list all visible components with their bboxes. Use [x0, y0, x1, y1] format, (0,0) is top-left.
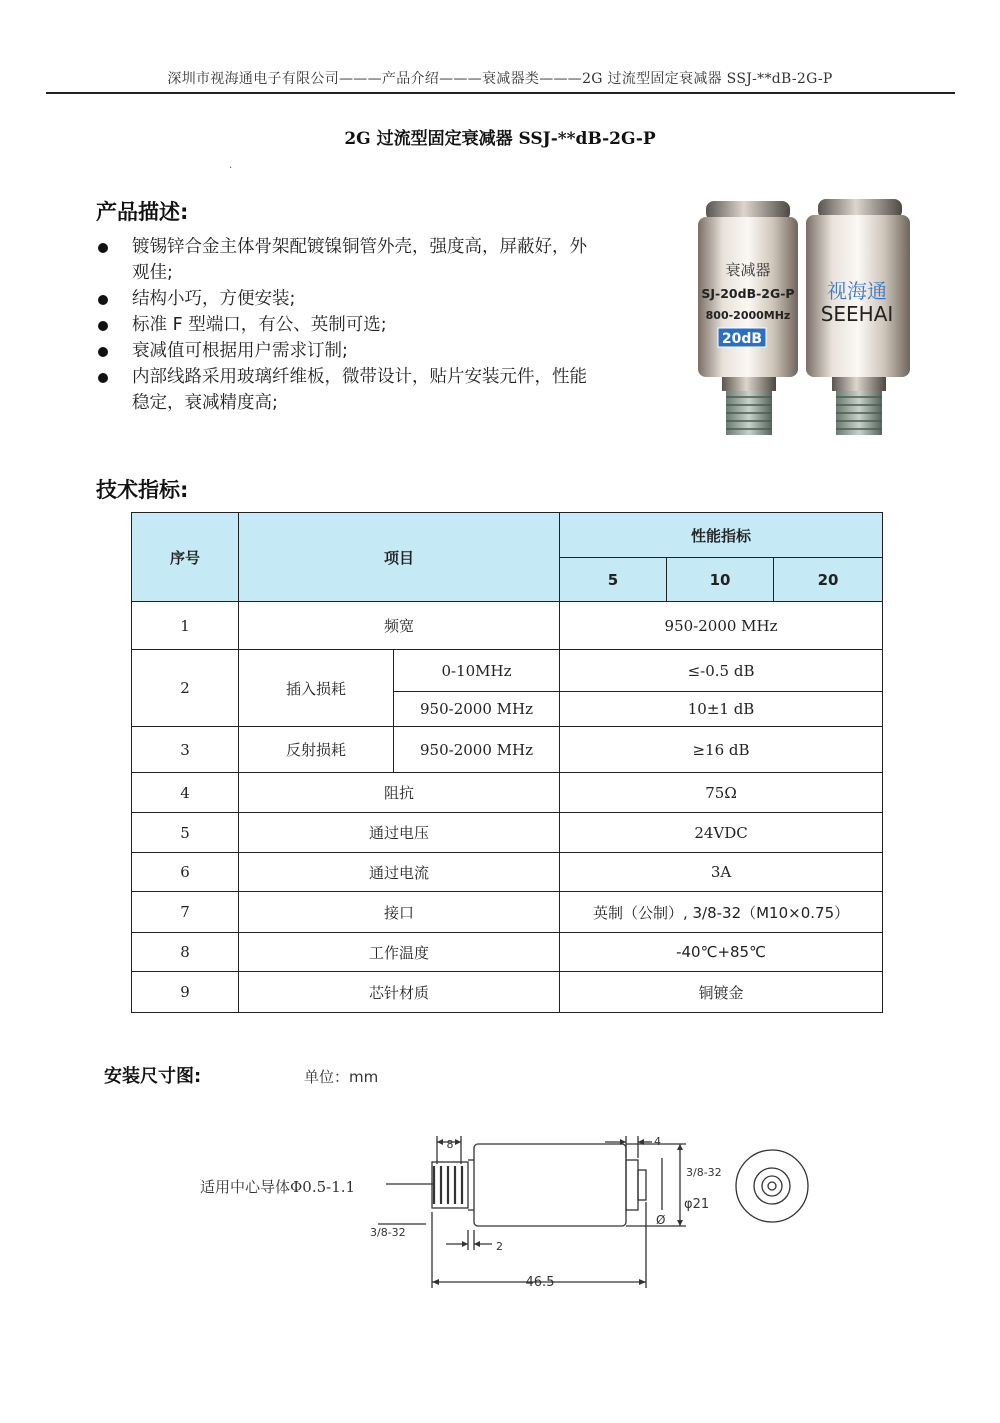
bullet-icon	[98, 243, 108, 253]
table-row: 4 阻抗 75Ω	[132, 773, 883, 813]
dim-phi-label: Ø	[656, 1213, 666, 1227]
header-divider	[46, 92, 955, 94]
table-row: 2 插入损耗 0-10MHz ≤-0.5 dB	[132, 650, 883, 692]
thread-left-label: 3/8-32	[370, 1226, 406, 1239]
description-item: 标准 F 型端口，有公、英制可选;	[96, 312, 666, 338]
col-header-performance: 性能指标	[560, 513, 883, 558]
col-header-no: 序号	[132, 513, 239, 602]
description-item: 结构小巧，方便安装;	[96, 286, 666, 312]
table-row: 950-2000 MHz 10±1 dB	[132, 692, 883, 727]
dim-length-label: 46.5	[525, 1275, 555, 1290]
photo-db: 20dB	[721, 331, 763, 347]
photo-brand-cn: 视海通	[827, 279, 887, 303]
description-heading: 产品描述:	[96, 200, 189, 224]
description-list	[96, 234, 666, 416]
thread-right-label: 3/8-32	[686, 1166, 722, 1179]
specs-heading: 技术指标:	[96, 478, 189, 502]
col-header-value: 10	[667, 558, 774, 602]
photo-label: 衰减器	[725, 261, 771, 279]
description-item: 镀锡锌合金主体骨架配镀镍铜管外壳，强度高，屏蔽好，外 观佳;	[96, 234, 666, 286]
dim-8-label: 8	[446, 1138, 454, 1151]
center-conductor-label: 适用中心导体Φ0.5-1.1	[200, 1178, 356, 1196]
table-row: 5 通过电压 24VDC	[132, 813, 883, 853]
col-header-item: 项目	[239, 513, 560, 602]
dimension-diagram	[190, 1120, 830, 1300]
bullet-icon	[98, 347, 108, 357]
table-row: 6 通过电流 3A	[132, 853, 883, 892]
title-mark: .	[229, 160, 233, 171]
table-row: 3 反射损耗 950-2000 MHz ≥16 dB	[132, 727, 883, 773]
bullet-icon	[98, 373, 108, 383]
photo-freq: 800-2000MHz	[705, 309, 791, 322]
table-row: 8 工作温度 -40℃+85℃	[132, 933, 883, 972]
dim-4-label: 4	[654, 1135, 661, 1148]
dim-2-label: 2	[496, 1240, 503, 1253]
bullet-icon	[98, 295, 108, 305]
col-header-value: 5	[560, 558, 667, 602]
col-header-value: 20	[774, 558, 883, 602]
table-header-row	[132, 513, 883, 558]
page-title: 2G 过流型固定衰减器 SSJ-**dB-2G-P	[344, 129, 656, 149]
description-item: 内部线路采用玻璃纤维板，微带设计，贴片安装元件，性能 稳定，衰减精度高;	[96, 364, 666, 416]
description-item: 衰减值可根据用户需求订制;	[96, 338, 666, 364]
table-row: 7 接口 英制（公制）, 3/8-32（M10×0.75）	[132, 892, 883, 933]
spec-table	[131, 512, 883, 1013]
dim-phi21-label: φ21	[684, 1197, 710, 1212]
install-heading: 安装尺寸图:	[104, 1066, 202, 1087]
header-breadcrumb: 深圳市视海通电子有限公司———产品介绍———衰减器类———2G 过流型固定衰减器 SSJ-**dB-2G-P	[167, 71, 833, 87]
install-unit: 单位：mm	[304, 1068, 379, 1086]
product-photo	[690, 195, 912, 440]
photo-model: SJ-20dB-2G-P	[701, 286, 795, 301]
table-row: 1 频宽 950-2000 MHz	[132, 602, 883, 650]
bullet-icon	[98, 321, 108, 331]
table-row: 9 芯针材质 铜镀金	[132, 972, 883, 1013]
photo-brand: SEEHAI	[820, 302, 894, 326]
